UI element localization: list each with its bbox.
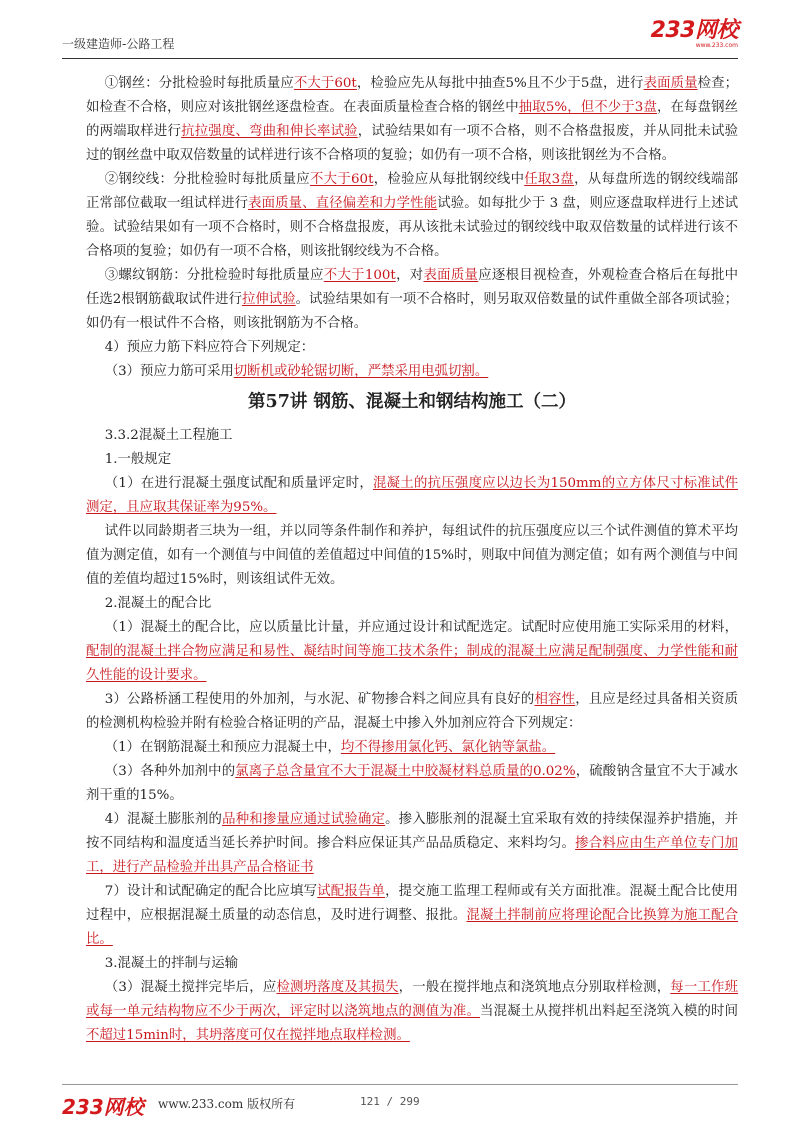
text-segment: ，试验结果如有一项不合格，则不合格盘报废，并从同批未试验过的钢丝盘中取双倍数量的试样进行该不合格项的复验；如仍有一项不合格，则该批钢丝为不合格。 [86,124,739,163]
footer-copyright: www.233.com 版权所有 [158,1097,296,1111]
text-segment: （1）在钢筋混凝土和预应力混凝土中， [104,740,341,755]
text-segment: ，硫酸钠含量宜不大于减水剂干重的15%。 [86,764,738,803]
highlighted-text: 不超过15min时，其坍落度可仅在搅拌地点取样检测。 [86,1028,410,1043]
text-segment: ，从每盘所选的钢绞线端部正常部位截取一组试样进行 [86,172,739,211]
text-segment: 4）预应力筋下料应符合下列规定： [104,340,315,355]
text-segment: ，提交施工监理工程师或有关方面批准。混凝土配合比使用过程中，应根据混凝土质量的动态信息，及时进行调整、报批。 [86,884,738,923]
highlighted-text: 抗拉强度、弯曲和伸长率试验 [181,124,358,139]
brand-logo [651,20,738,49]
paragraph [86,880,738,952]
section-title: 第57讲 钢筋、混凝土和钢结构施工（二） [248,392,576,412]
document-body [86,72,738,1048]
text-segment: ③螺纹钢筋：分批检验时每批质量应 [104,268,324,283]
text-segment: 1.一般规定 [104,452,172,467]
text-segment: 2.混凝土的配合比 [104,596,212,611]
paragraph [86,360,738,384]
highlighted-text: 表面质量 [423,268,479,283]
highlighted-text: 拉伸试验 [242,292,296,307]
highlighted-text: 均不得掺用氯化钙、氯化钠等氯盐。 [340,740,556,755]
text-segment: ，检验应先从每批中抽查5%且不少于5盘，进行 [356,76,644,91]
text-segment: 3）公路桥涵工程使用的外加剂，与水泥、矿物掺合料之间应具有良好的 [104,692,535,707]
highlighted-text: 抽取5%，但不少于3盘 [518,100,657,115]
paragraph [86,336,738,360]
header-title: 一级建造师-公路工程 [62,37,175,51]
highlighted-text: 试配报告单 [317,884,386,899]
paragraph [86,592,738,616]
highlighted-text: 表面质量、直径偏差和力学性能 [248,196,438,211]
paragraph [86,72,738,168]
paragraph [86,952,738,976]
text-segment: 检查；如检查不合格，则应对该批钢丝逐盘检查。在表面质量检查合格的钢丝中 [86,76,739,115]
highlighted-text: 混凝土拌制前应将理论配合比换算为施工配合比。 [86,908,739,947]
text-segment: 试件以同龄期者三块为一组，并以同等条件制作和养护，每组试件的抗压强度应以三个试件测值的算术平均值为测定值，如有一个测值与中间值的差值超过中间值的15%时，则取中间值为测定值；如有两个测值与中间值的差值均超过15%时，则该组试件无效。 [86,524,738,587]
paragraph [86,808,738,880]
highlighted-text: 任取3盘 [524,172,575,187]
text-segment: （3）预应力筋可采用 [104,364,234,379]
highlighted-text: 氯离子总含量宜不大于混凝土中胶凝材料总质量的0.02% [235,764,576,779]
logo-text: 233网校 [650,18,738,43]
section-prestress-tendons [86,72,738,384]
text-segment: 4）混凝土膨胀剂的 [104,812,223,827]
page-footer [62,1084,738,1119]
highlighted-text: 检测坍落度及其损失 [276,980,399,995]
text-segment: 。掺入膨胀剂的混凝土宜采取有效的持续保湿养护措施，并按不同结构和温度适当延长养护时间。掺合料应保证其产品品质稳定、来料均匀。 [86,812,739,851]
paragraph [86,688,738,736]
paragraph [86,264,738,336]
highlighted-text: 不大于100t [323,268,396,283]
highlighted-text: 相容性 [534,692,576,707]
text-segment: 应逐根目视检查，外观检查合格后在每批中任选2根钢筋截取试件进行 [86,268,739,307]
page-header [62,18,738,59]
text-segment: （3）混凝土搅拌完毕后，应 [104,980,277,995]
highlighted-text: 表面质量 [643,76,698,91]
text-segment: 7）设计和试配确定的配合比应填写 [104,884,318,899]
highlighted-text: 每一工作班或每一单元结构物应不少于两次，评定时以浇筑地点的测值为准。 [86,980,739,1019]
text-segment: 当混凝土从搅拌机出料起至浇筑入模的时间 [480,1004,739,1019]
highlighted-text: 混凝土的抗压强度应以边长为150mm的立方体尺寸标准试件测定，且应取其保证率为95%。 [86,476,738,515]
paragraph [86,736,738,760]
text-segment: （1）在进行混凝土强度试配和质量评定时， [104,476,373,491]
page-number: 121 / 299 [360,1095,420,1108]
text-segment: ，对 [395,268,424,283]
highlighted-text: 掺合料应由生产单位专门加工，进行产品检验并出具产品合格证书 [86,836,739,875]
text-segment: ，在每盘钢丝的两端取样进行 [86,100,739,139]
text-segment: 3.3.2混凝土工程施工 [104,428,233,443]
footer-logo: 233网校 [62,1095,144,1119]
text-segment: ②钢绞线：分批检验时每批质量应 [104,172,310,187]
paragraph [86,616,738,688]
section-concrete [86,424,738,1048]
paragraph [86,472,738,520]
highlighted-text: 品种和掺量应通过试验确定 [222,812,386,827]
paragraph [86,448,738,472]
text-segment: 。试验结果如有一项不合格时，则另取双倍数量的试件重做全部各项试验；如仍有一根试件不合格，则该批钢筋为不合格。 [86,292,738,331]
text-segment: ①钢丝：分批检验时每批质量应 [104,76,294,91]
logo-url: www.233.com [695,42,738,49]
text-segment: ，一般在搅拌地点和浇筑地点分别取样检测， [398,980,671,995]
text-segment: ，且应是经过具备相关资质的检测机构检验并附有检验合格证明的产品，混凝土中掺入外加剂应符合下列规定： [86,692,738,731]
paragraph [86,520,738,592]
highlighted-text: 切断机或砂轮锯切断，严禁采用电弧切割。 [233,364,489,379]
paragraph [86,168,738,264]
highlighted-text: 配制的混凝土拌合物应满足和易性、凝结时间等施工技术条件；制成的混凝土应满足配制强度、力学性能和耐久性能的设计要求。 [86,644,738,683]
text-segment: （1）混凝土的配合比，应以质量比计量，并应通过设计和试配选定。试配时应使用施工实际采用的材料， [104,620,738,635]
highlighted-text: 不大于60t [309,172,374,187]
paragraph [86,760,738,808]
text-segment: （3）各种外加剂中的 [104,764,236,779]
paragraph [86,424,738,448]
text-segment: 3.混凝土的拌制与运输 [104,956,239,971]
text-segment: 试验。如每批少于 3 盘，则应逐盘取样进行上述试验。试验结果如有一项不合格时，则不合格盘报废，再从该批未试验过的钢绞线中取双倍数量的试样进行该不合格项的复验；如仍有一项不合格，则该批钢绞线为不合格。 [86,196,739,259]
paragraph [86,976,738,1048]
highlighted-text: 不大于60t [293,76,357,91]
text-segment: ，检验应从每批钢绞线中 [373,172,525,187]
